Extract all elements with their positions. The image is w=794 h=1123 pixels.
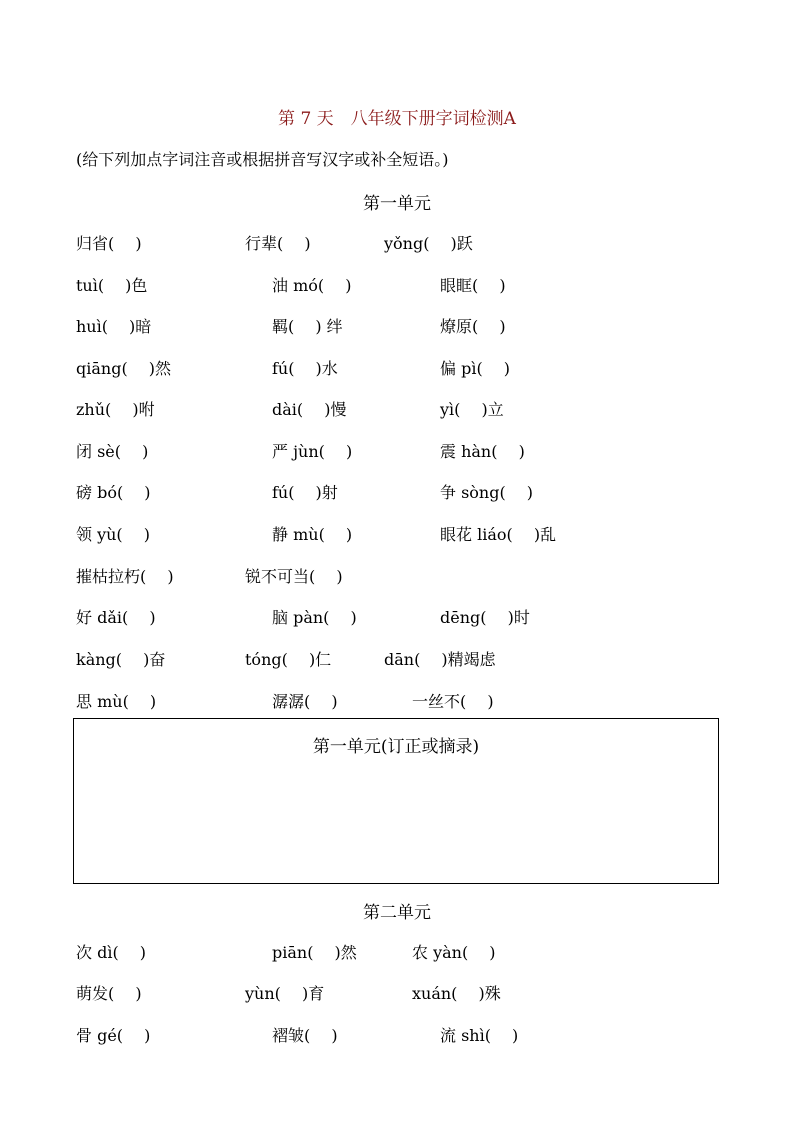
unit1-item[interactable]: qiāng( )然 [76, 359, 172, 378]
unit1-item[interactable]: 燎原( ) [440, 317, 506, 336]
unit1-item[interactable]: 好 dǎi( ) [76, 608, 156, 627]
unit2-item[interactable]: piān( )然 [272, 943, 357, 962]
unit1-item[interactable]: kàng( )奋 [76, 650, 166, 669]
instruction-text: (给下列加点字词注音或根据拼音写汉字或补全短语。) [76, 150, 449, 169]
unit1-row [0, 647, 794, 671]
unit1-item[interactable]: 领 yù( ) [76, 525, 151, 544]
unit1-item[interactable]: dài( )慢 [272, 400, 347, 419]
unit2-item[interactable]: xuán( )殊 [412, 984, 501, 1003]
unit1-item[interactable]: huì( )暗 [76, 317, 152, 336]
unit2-item[interactable]: 褶皱( ) [272, 1026, 338, 1045]
unit1-item[interactable]: 争 sòng( ) [440, 483, 534, 502]
unit1-item[interactable]: 严 jùn( ) [272, 442, 353, 461]
unit2-item[interactable]: 骨 gé( ) [76, 1026, 151, 1045]
unit1-item[interactable]: 摧枯拉朽( ) [76, 567, 174, 586]
unit2-row [0, 1023, 794, 1047]
unit1-row [0, 273, 794, 297]
unit2-heading: 第二单元 [363, 903, 431, 923]
unit1-row [0, 397, 794, 421]
unit1-item[interactable]: 偏 pì( ) [440, 359, 511, 378]
unit1-item[interactable]: fú( )射 [272, 483, 338, 502]
unit1-item[interactable]: 归省( ) [76, 234, 142, 253]
unit1-item[interactable]: 油 mó( ) [272, 276, 352, 295]
unit1-item[interactable]: 脑 pàn( ) [272, 608, 357, 627]
unit1-item[interactable]: dēng( )时 [440, 608, 530, 627]
unit1-item[interactable]: tuì( )色 [76, 276, 148, 295]
unit1-heading: 第一单元 [363, 194, 431, 214]
unit2-row [0, 940, 794, 964]
unit1-item[interactable]: 闭 sè( ) [76, 442, 149, 461]
correction-box[interactable] [73, 718, 719, 884]
unit1-row [0, 314, 794, 338]
unit1-item[interactable]: 一丝不( ) [412, 692, 494, 711]
unit1-item[interactable]: 静 mù( ) [272, 525, 353, 544]
unit1-item[interactable]: fú( )水 [272, 359, 338, 378]
unit2-item[interactable]: 次 dì( ) [76, 943, 147, 962]
unit1-item[interactable]: tóng( )仁 [245, 650, 332, 669]
unit2-item[interactable]: 流 shì( ) [440, 1026, 519, 1045]
unit1-item[interactable]: 震 hàn( ) [440, 442, 525, 461]
correction-box-title: 第一单元(订正或摘录) [312, 737, 480, 757]
unit2-item[interactable]: yùn( )育 [245, 984, 325, 1003]
unit1-row [0, 522, 794, 546]
page-title: 第 7 天 八年级下册字词检测A [278, 109, 516, 129]
unit1-row [0, 439, 794, 463]
unit1-item[interactable]: 行辈( ) [245, 234, 311, 253]
unit1-row [0, 605, 794, 629]
unit1-item[interactable]: 锐不可当( ) [245, 567, 343, 586]
unit1-item[interactable]: 磅 bó( ) [76, 483, 151, 502]
unit1-row [0, 480, 794, 504]
unit1-item[interactable]: dān( )精竭虑 [384, 650, 496, 669]
unit1-row [0, 231, 794, 255]
unit1-row [0, 356, 794, 380]
unit1-item[interactable]: zhǔ( )咐 [76, 400, 155, 419]
unit1-item[interactable]: yì( )立 [440, 400, 504, 419]
unit1-item[interactable]: 潺潺( ) [272, 692, 338, 711]
unit2-item[interactable]: 萌发( ) [76, 984, 142, 1003]
unit1-item[interactable]: 眼眶( ) [440, 276, 506, 295]
unit1-item[interactable]: 羁( ) 绊 [272, 317, 343, 336]
unit2-item[interactable]: 农 yàn( ) [412, 943, 496, 962]
unit1-item[interactable]: 思 mù( ) [76, 692, 157, 711]
unit1-row [0, 564, 794, 588]
unit1-item[interactable]: 眼花 liáo( )乱 [440, 525, 557, 544]
unit2-row [0, 981, 794, 1005]
unit1-item[interactable]: yǒng( )跃 [384, 234, 473, 253]
unit1-row [0, 689, 794, 713]
